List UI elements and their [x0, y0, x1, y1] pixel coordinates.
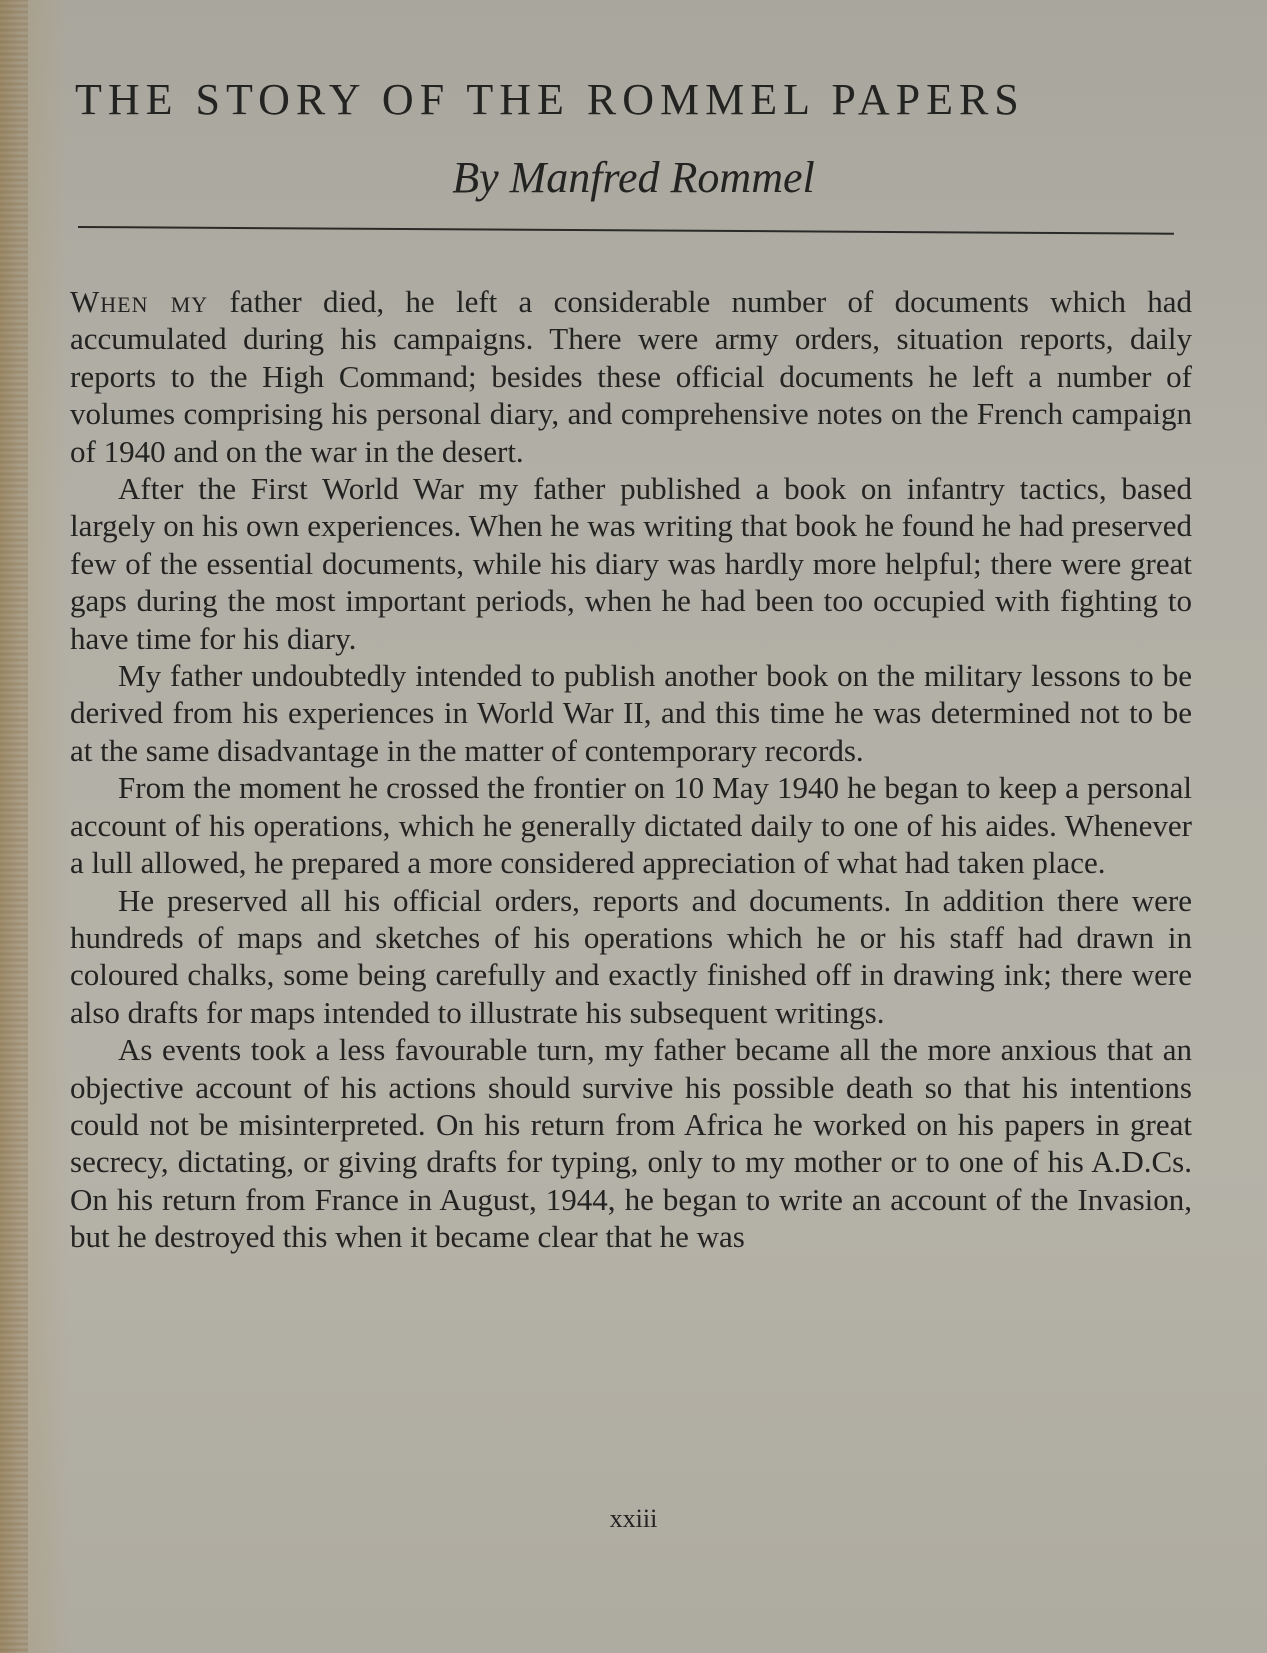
opening-smallcaps: When my — [70, 284, 209, 319]
paragraph: As events took a less favourable turn, my father became all the more anxious that an objective account of his actions should survive his possible death so that his intentions could not be misinterpreted. On his return from Africa he worked on his papers in great secrecy, dictating, or giving drafts for typing, only to my mother or to one of his A.D.Cs. On his return from France in August, 1944, he began to write an account of the Invasion, but he destroyed this when it became clear that he was — [70, 1032, 1192, 1255]
chapter-title: THE STORY OF THE ROMMEL PAPERS — [75, 75, 1025, 124]
paragraph — [70, 283, 1192, 470]
paragraph: My father undoubtedly intended to publish another book on the military lessons to be derived from his experiences in World War II, and this time he was determined not to be at the same disadvantage in the matter of contemporary records. — [70, 658, 1192, 768]
paragraph-text: father died, he left a considerable number of documents which had accumulated during his campaigns. There were army orders, situation reports, daily reports to the High Command; besides these official documents he left a number of volumes comprising his personal diary, and comprehensive notes on the French campaign of 1940 and on the war in the desert. — [70, 284, 1192, 469]
paragraph: From the moment he crossed the frontier on 10 May 1940 he began to keep a personal account of his operations, which he generally dictated daily to one of his aides. Whenever a lull allowed, he prepared a more considered appreciation of what had taken place. — [70, 770, 1192, 881]
author-byline: By Manfred Rommel — [452, 153, 815, 202]
page-number: xxiii — [609, 1504, 658, 1533]
paragraph: After the First World War my father published a book on infantry tactics, based largely on his own experiences. When he was writing that book he found he had preserved few of the essential documents, while his diary was hardly more helpful; there were great gaps during the most important periods, when he had been too occupied with fighting to have time for his diary. — [70, 471, 1192, 656]
page-spine-shadow — [0, 0, 28, 1653]
body-text — [70, 283, 1192, 1256]
title-rule-divider — [78, 226, 1174, 235]
paragraph: He preserved all his official orders, reports and documents. In addition there were hundreds of maps and sketches of his operations which he or his staff had drawn in coloured chalks, some being carefully and exactly finished off in drawing ink; there were also drafts for maps intended to illustrate his subsequent writings. — [70, 882, 1192, 1030]
